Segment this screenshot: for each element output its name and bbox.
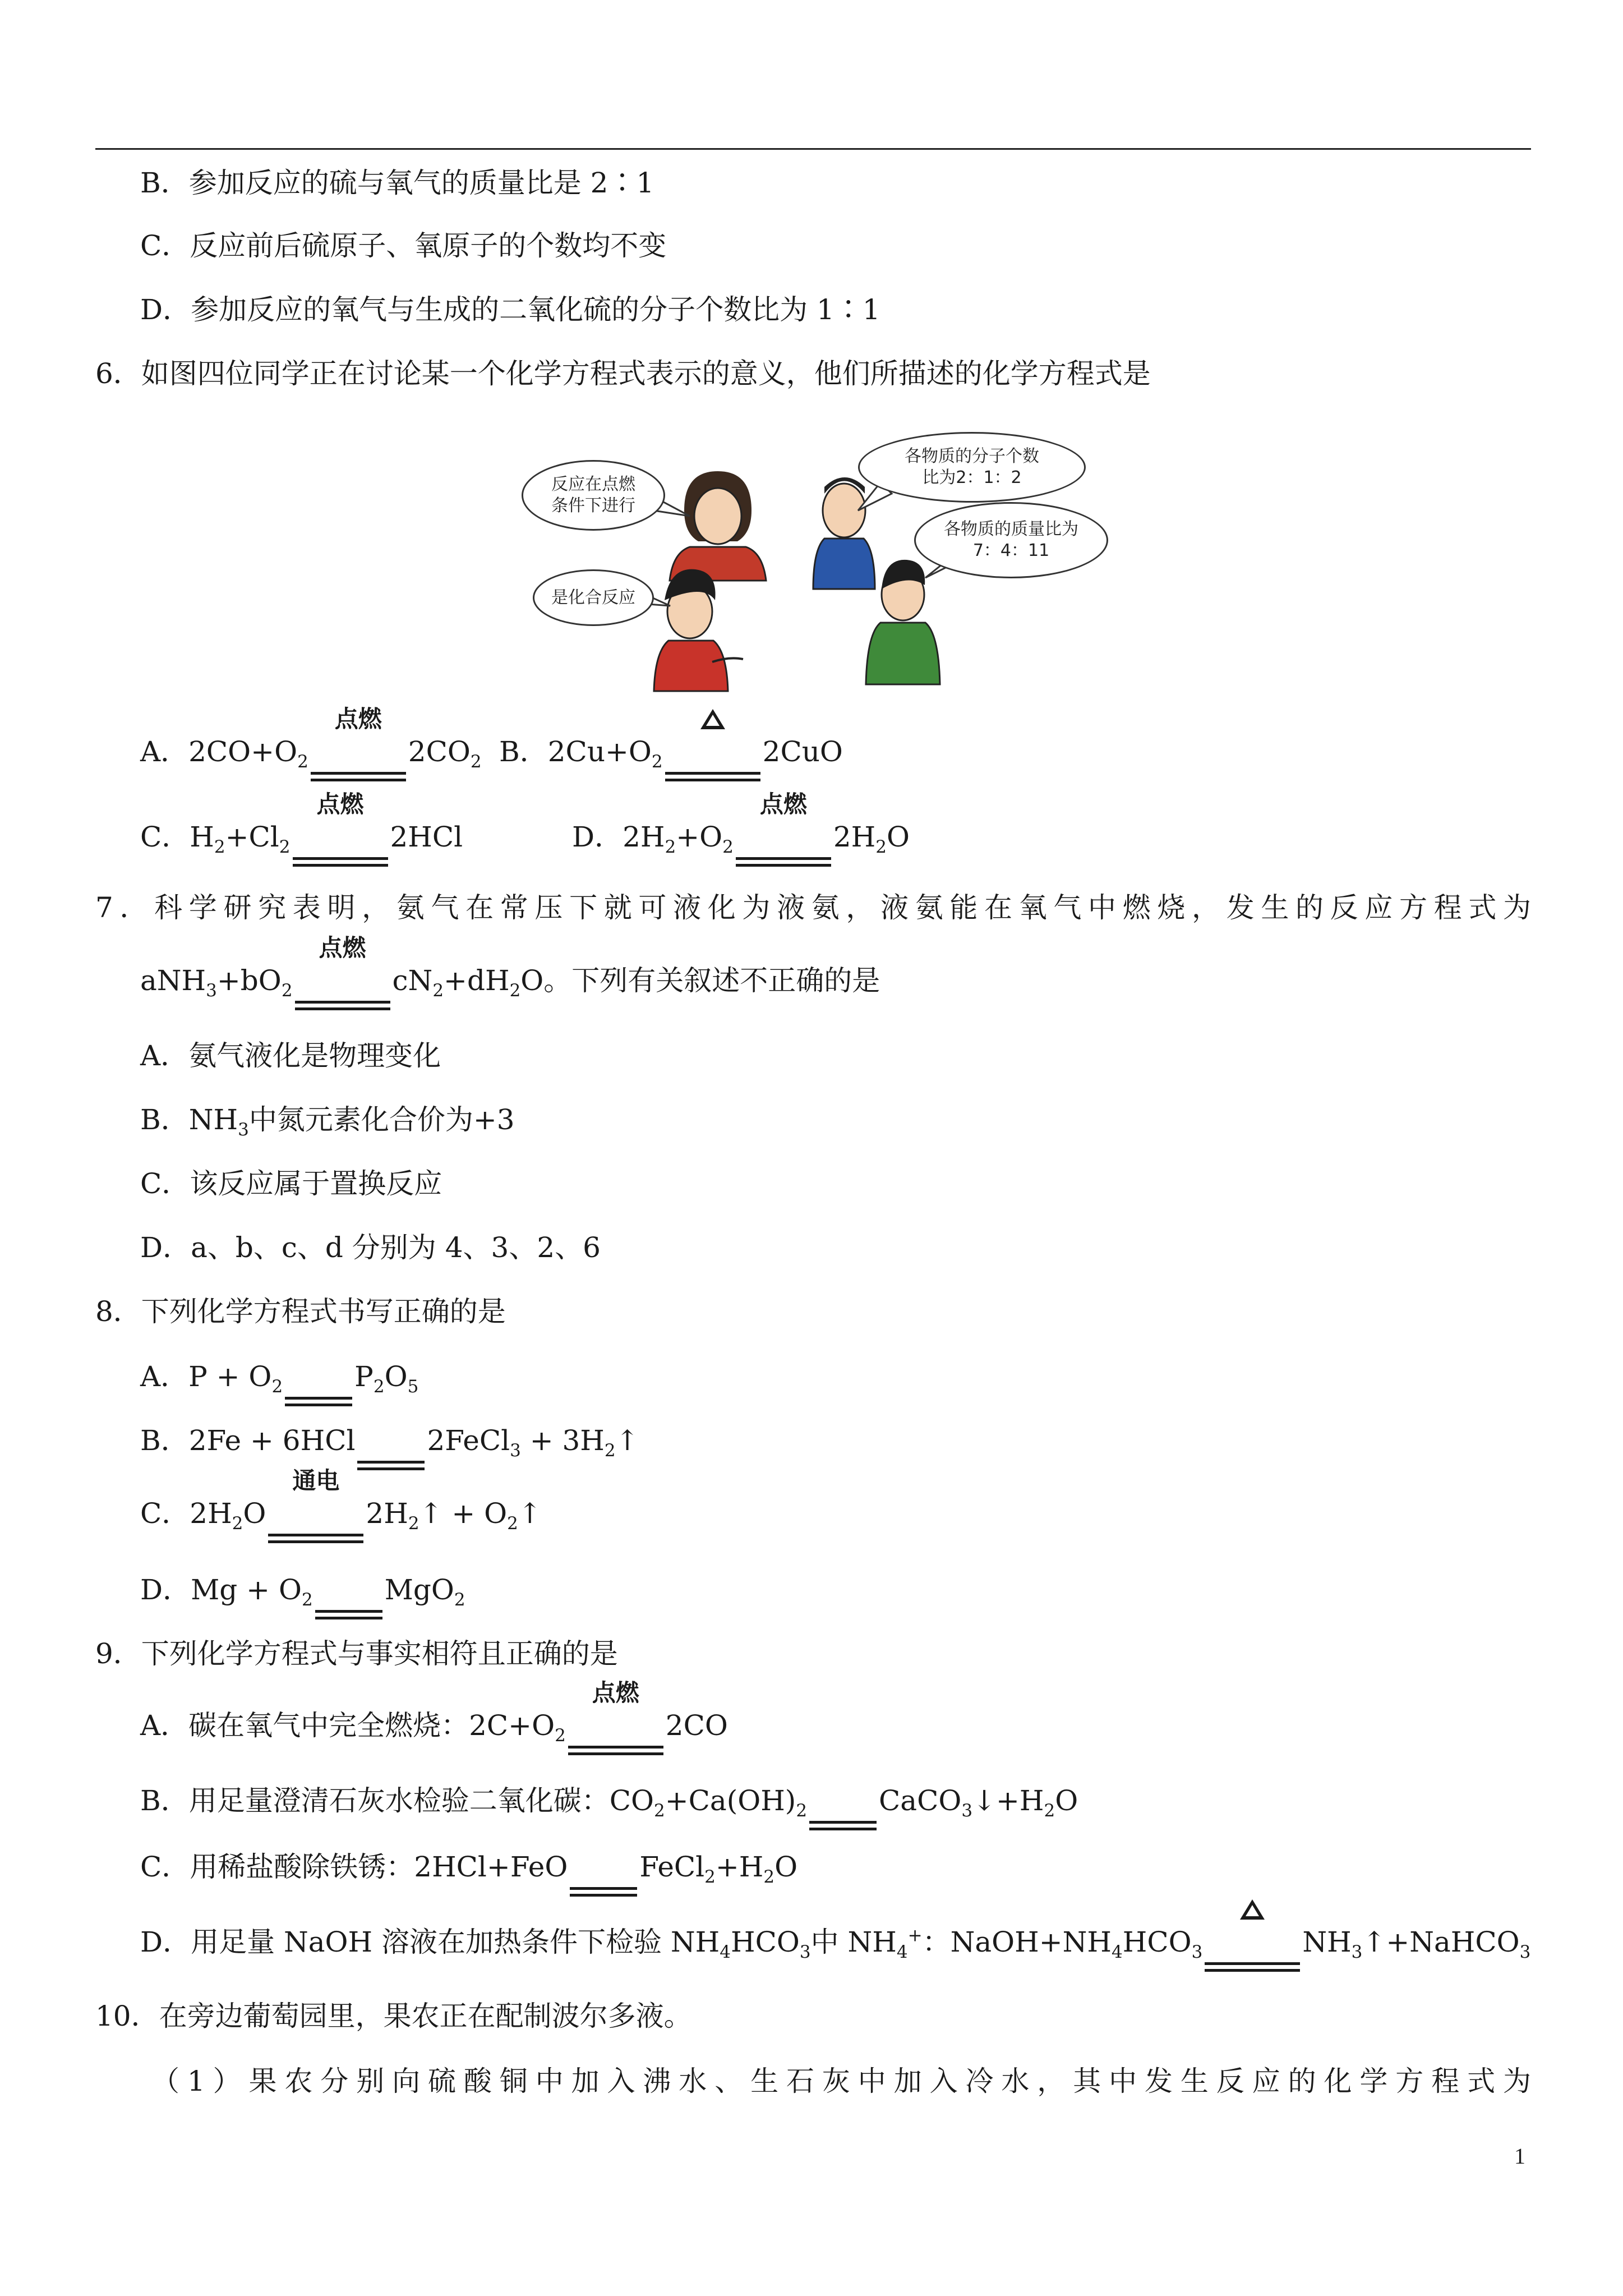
q7-option-a: A．氨气液化是物理变化 <box>140 1039 441 1072</box>
header-rule <box>95 148 1531 150</box>
q7-equation: $aNH_3+bO_2$ 点燃 $cN_2+dH_2O$。下列有关叙述不正确的是 <box>140 964 880 1014</box>
q6-option-d: D．$2H_2+O_2$ 点燃 $2H_2O$ <box>572 820 910 871</box>
student-figure <box>654 569 743 691</box>
heat-triangle-icon <box>1240 1899 1265 1920</box>
student-figure <box>670 471 766 581</box>
q9-option-a: A．碳在氧气中完全燃烧：$2C+O_2$ 点燃 2CO <box>140 1709 728 1759</box>
speech-bubble-mass-ratio: 各物质的质量比为 7：4：11 <box>914 502 1108 578</box>
q6-option-a: A．$2CO+O_2$ 点燃 $2CO_2$ <box>140 735 482 785</box>
q7-option-b: B．$NH_3$中氮元素化合价为+3 <box>140 1103 515 1140</box>
q5-option-b: B．参加反应的硫与氧气的质量比是 2∶1 <box>140 167 654 199</box>
q8-option-b: B．2Fe + 6HCl 2FeCl$_3$ + $3H_2↑$ <box>140 1424 639 1474</box>
q9-option-b: B．用足量澄清石灰水检验二氧化碳：$CO_2+Ca(OH)_2$ $CaCO_3↓+H_2O$ <box>140 1784 1078 1834</box>
q7-option-d: D．a、b、c、d 分别为 4、3、2、6 <box>140 1231 601 1264</box>
q7-option-c: C．该反应属于置换反应 <box>140 1167 442 1200</box>
heat-triangle-icon <box>700 709 725 729</box>
q6-option-b: B．$2Cu+O_2$ 2CuO <box>499 735 843 785</box>
q10-stem: 10．在旁边葡萄园里，果农正在配制波尔多液。 <box>95 2000 692 2032</box>
page-number: 1 <box>1514 2143 1525 2169</box>
q5-option-c: C．反应前后硫原子、氧原子的个数均不变 <box>140 229 667 262</box>
q6-option-c: C．$H_2+Cl_2$ 点燃 2HCl <box>140 820 463 871</box>
q8-option-c: C．$2H_2O$ 通电 $2H_2↑$ + $O_2↑$ <box>140 1497 542 1547</box>
speech-bubble-molecule-ratio: 各物质的分子个数 比为2：1：2 <box>858 432 1086 503</box>
q5-option-d: D．参加反应的氧气与生成的二氧化硫的分子个数比为 1∶1 <box>140 293 880 326</box>
discussion-illustration <box>522 426 1116 696</box>
q8-option-d: D．$Mg + O_2$ MgO$_2$ <box>140 1573 465 1623</box>
speech-bubble-condition: 反应在点燃 条件下进行 <box>522 460 665 531</box>
student-figure <box>866 560 940 684</box>
q8-option-a: A．$P + O_2$ $P_2O_5$ <box>140 1360 418 1410</box>
q8-stem: 8．下列化学方程式书写正确的是 <box>95 1295 506 1328</box>
q9-stem: 9．下列化学方程式与事实相符且正确的是 <box>95 1637 618 1670</box>
q6-stem: 6．如图四位同学正在讨论某一个化学方程式表示的意义，他们所描述的化学方程式是 <box>95 357 1151 390</box>
q9-option-d: D．用足量 NaOH 溶液在加热条件下检验 $NH_4HCO_3$中 $NH_4^+$：$NaOH+NH_4HCO_3$ $NH_3↑+NaHCO_3$ <box>140 1925 1530 1976</box>
q7-stem: 7．科学研究表明，氨气在常压下就可液化为液氨，液氨能在氧气中燃烧，发生的反应方程式为 <box>95 891 1531 924</box>
student-figure <box>813 477 875 589</box>
q10-subquestion-1: （1）果农分别向硫酸铜中加入沸水、生石灰中加入冷水，其中发生反应的化学方程式为 <box>151 2065 1531 2097</box>
speech-bubble-reaction-type: 是化合反应 <box>533 569 654 626</box>
q9-option-c: C．用稀盐酸除铁锈：2HCl+FeO $FeCl_2+H_2O$ <box>140 1850 797 1901</box>
